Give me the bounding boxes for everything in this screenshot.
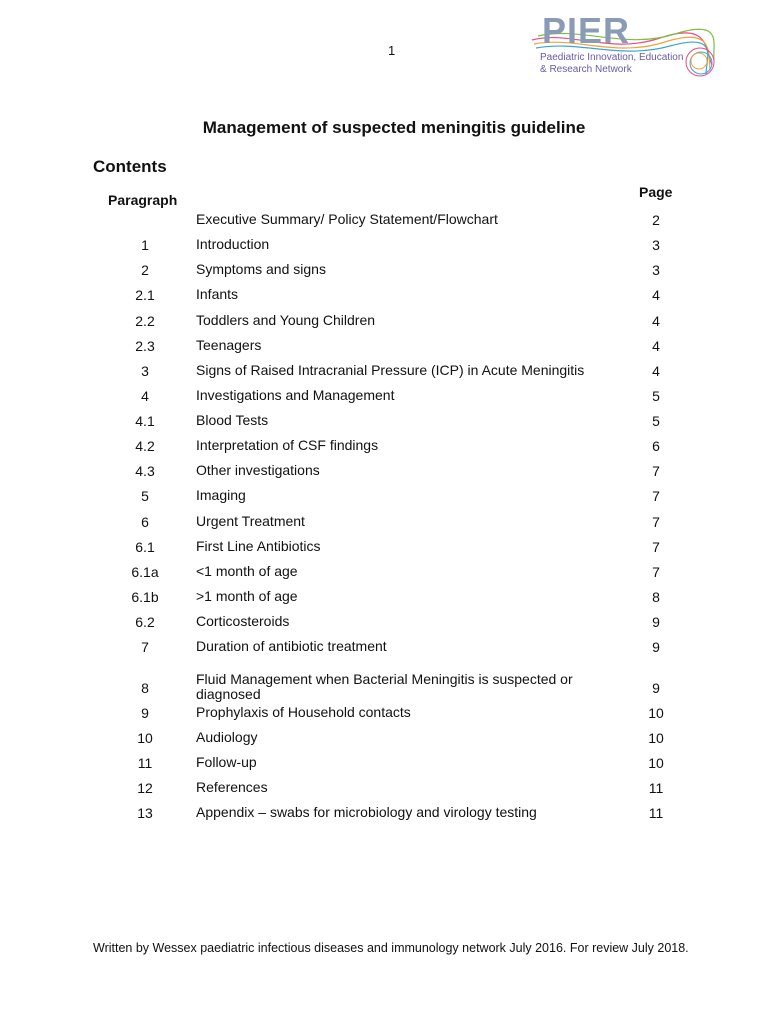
toc-paragraph-number: 9 — [141, 705, 149, 721]
toc-entry-title: First Line Antibiotics — [196, 538, 321, 554]
logo-tagline-line2: & Research Network — [540, 64, 632, 75]
toc-paragraph-number: 2 — [141, 262, 149, 278]
toc-paragraph-number: 6.1 — [135, 539, 155, 555]
toc-entry-title: <1 month of age — [196, 563, 298, 579]
toc-page-number: 5 — [652, 388, 660, 404]
toc-paragraph-number: 2.2 — [135, 313, 155, 329]
toc-page-number: 4 — [652, 338, 660, 354]
toc-paragraph-number: 6.1b — [131, 589, 159, 605]
toc-paragraph-number: 4.1 — [135, 413, 155, 429]
toc-page-number: 9 — [652, 680, 660, 696]
toc-page-number: 3 — [652, 237, 660, 253]
toc-paragraph-number: 2.3 — [135, 338, 155, 354]
toc-entry-title: Fluid Management when Bacterial Meningitis is suspected or diagnosed — [196, 671, 573, 702]
pier-logo — [530, 10, 720, 82]
toc-page-number: 10 — [648, 755, 664, 771]
toc-paragraph-number: 10 — [137, 730, 153, 746]
toc-page-number: 10 — [648, 730, 664, 746]
toc-paragraph-number: 3 — [141, 363, 149, 379]
toc-entry-title: Prophylaxis of Household contacts — [196, 704, 411, 720]
toc-page-number: 11 — [648, 780, 664, 796]
paragraph-column-header: Paragraph — [108, 192, 178, 208]
toc-entry-title: Duration of antibiotic treatment — [196, 638, 387, 654]
toc-entry-title: Corticosteroids — [196, 613, 290, 629]
toc-entry-title: Imaging — [196, 487, 246, 503]
toc-page-number: 7 — [652, 564, 660, 580]
toc-entry-title: Follow-up — [196, 754, 257, 770]
toc-page-number: 9 — [652, 614, 660, 630]
footer-note: Written by Wessex paediatric infectious diseases and immunology network July 2016. For review July 2018. — [93, 941, 689, 955]
toc-entry-title: Interpretation of CSF findings — [196, 437, 379, 453]
toc-entry-title: Urgent Treatment — [196, 513, 305, 529]
toc-entry-title: Investigations and Management — [196, 387, 395, 403]
toc-page-number: 8 — [652, 589, 660, 605]
toc-page-number: 11 — [648, 805, 664, 821]
toc-page-number: 7 — [652, 514, 660, 530]
toc-entry-title: Audiology — [196, 729, 258, 745]
toc-entry-title: Signs of Raised Intracranial Pressure (ICP) in Acute Meningitis — [196, 362, 585, 378]
toc-page-number: 6 — [652, 438, 660, 454]
toc-paragraph-number: 4 — [141, 388, 149, 404]
toc-paragraph-number: 13 — [137, 805, 153, 821]
toc-page-number: 7 — [652, 463, 660, 479]
toc-entry-title: Teenagers — [196, 337, 262, 353]
toc-page-number: 4 — [652, 363, 660, 379]
toc-entry-title: Appendix – swabs for microbiology and virology testing — [196, 804, 537, 820]
logo-wordmark: PIER — [542, 10, 631, 51]
toc-entry-title: Infants — [196, 286, 239, 302]
toc-page-number: 7 — [652, 488, 660, 504]
page-number: 1 — [388, 43, 396, 58]
toc-page-number: 4 — [652, 287, 660, 303]
toc-paragraph-number: 4.3 — [135, 463, 155, 479]
toc-entry-title: Blood Tests — [196, 412, 269, 428]
toc-entry-title: References — [196, 779, 268, 795]
toc-paragraph-number: 6.2 — [135, 614, 155, 630]
toc-paragraph-number: 6 — [141, 514, 149, 530]
toc-paragraph-number: 1 — [141, 237, 149, 253]
toc-paragraph-number: 6.1a — [131, 564, 159, 580]
toc-page-number: 9 — [652, 639, 660, 655]
toc-entry-title: >1 month of age — [196, 588, 298, 604]
contents-heading: Contents — [93, 157, 167, 176]
toc-page-number: 10 — [648, 705, 664, 721]
toc-paragraph-number: 8 — [141, 680, 149, 696]
toc-entry-title: Introduction — [196, 236, 270, 252]
toc-entry-title: Executive Summary/ Policy Statement/Flowchart — [196, 211, 498, 227]
toc-paragraph-number: 11 — [137, 755, 153, 771]
document-title: Management of suspected meningitis guideline — [202, 118, 586, 137]
logo-tagline — [540, 52, 683, 76]
toc-page-number: 2 — [652, 212, 660, 228]
toc-paragraph-number: 7 — [141, 639, 149, 655]
toc-paragraph-number: 2.1 — [135, 287, 155, 303]
toc-entry-title: Other investigations — [196, 462, 320, 478]
toc-page-number: 4 — [652, 313, 660, 329]
toc-paragraph-number: 4.2 — [135, 438, 155, 454]
page-column-header: Page — [639, 184, 673, 200]
toc-paragraph-number: 5 — [141, 488, 149, 504]
logo-tagline-line1: Paediatric Innovation, Education — [540, 52, 684, 63]
toc-page-number: 3 — [652, 262, 660, 278]
toc-entry-title: Toddlers and Young Children — [196, 312, 376, 328]
toc-page-number: 7 — [652, 539, 660, 555]
toc-paragraph-number: 12 — [137, 780, 153, 796]
toc-entry-title: Symptoms and signs — [196, 261, 326, 277]
toc-page-number: 5 — [652, 413, 660, 429]
